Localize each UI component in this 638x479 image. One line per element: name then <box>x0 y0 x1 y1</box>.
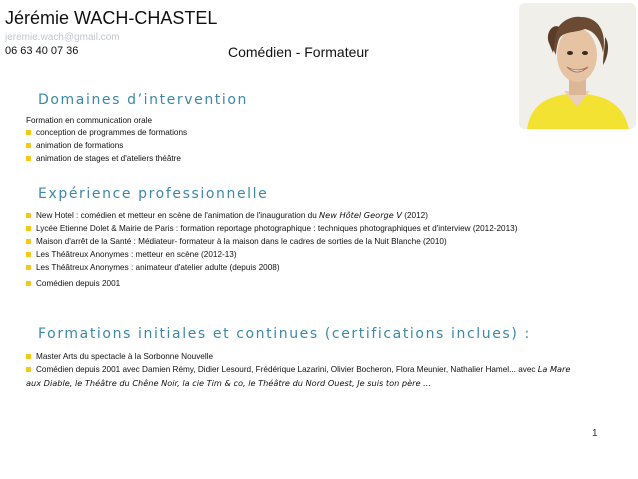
list-item: Les Théâtreux Anonymes : metteur en scène (2012-13) <box>26 248 517 261</box>
section-title-domaines: Domaines d’intervention <box>38 92 249 108</box>
bullet-icon <box>26 265 31 270</box>
list-item: Master Arts du spectacle à la Sorbonne Nouvelle <box>26 350 570 363</box>
section-title-experience: Expérience professionnelle <box>38 186 269 202</box>
candidate-name: Jérémie WACH-CHASTEL <box>5 8 218 28</box>
bullet-icon <box>26 143 31 148</box>
section-title-formations: Formations initiales et continues (certifications inclues) : <box>38 326 531 342</box>
list-item: animation de formations <box>26 139 187 152</box>
bullet-icon <box>26 281 31 286</box>
bullet-icon <box>26 354 31 359</box>
experience-list <box>26 209 517 290</box>
profile-photo <box>519 3 636 129</box>
job-role: Comédien - Formateur <box>228 44 369 60</box>
formations-list <box>26 350 570 376</box>
email-address: jeremie.wach@gmail.com <box>5 32 120 43</box>
list-item: Comédien depuis 2001 avec Damien Rémy, Didier Lesourd, Frédérique Lazarini, Olivier Bocheron, Flora Meunier, Nathalier Hamel... avec La Mare <box>26 363 570 376</box>
list-item: Maison d'arrêt de la Santé : Médiateur- formateur à la maison dans le cadres de sorties de la Nuit Blanche (2010) <box>26 235 517 248</box>
domaines-list <box>26 126 187 165</box>
bullet-icon <box>26 130 31 135</box>
bullet-icon <box>26 156 31 161</box>
list-item: Lycée Etienne Dolet & Mairie de Paris : formation reportage photographique : techniques photographiques et d'interview (2012-2013) <box>26 222 517 235</box>
list-item: conception de programmes de formations <box>26 126 187 139</box>
bullet-icon <box>26 213 31 218</box>
list-item: New Hotel : comédien et metteur en scène de l'animation de l'inauguration du New Hôtel George V (2012) <box>26 209 517 222</box>
bullet-icon <box>26 367 31 372</box>
domaines-intro: Formation en communication orale <box>26 116 153 125</box>
bullet-icon <box>26 252 31 257</box>
list-item: animation de stages et d'ateliers théâtre <box>26 152 187 165</box>
bullet-icon <box>26 226 31 231</box>
list-item: Comédien depuis 2001 <box>26 277 517 290</box>
bullet-icon <box>26 239 31 244</box>
page-number: 1 <box>592 428 598 439</box>
formations-continuation: aux Diable, le Théâtre du Chêne Noir, la cie Tim & co, le Théâtre du Nord Ouest, Je suis ton père ... <box>26 378 431 388</box>
list-item: Les Théâtreux Anonymes : animateur d'atelier adulte (depuis 2008) <box>26 261 517 274</box>
phone-number: 06 63 40 07 36 <box>5 45 79 57</box>
